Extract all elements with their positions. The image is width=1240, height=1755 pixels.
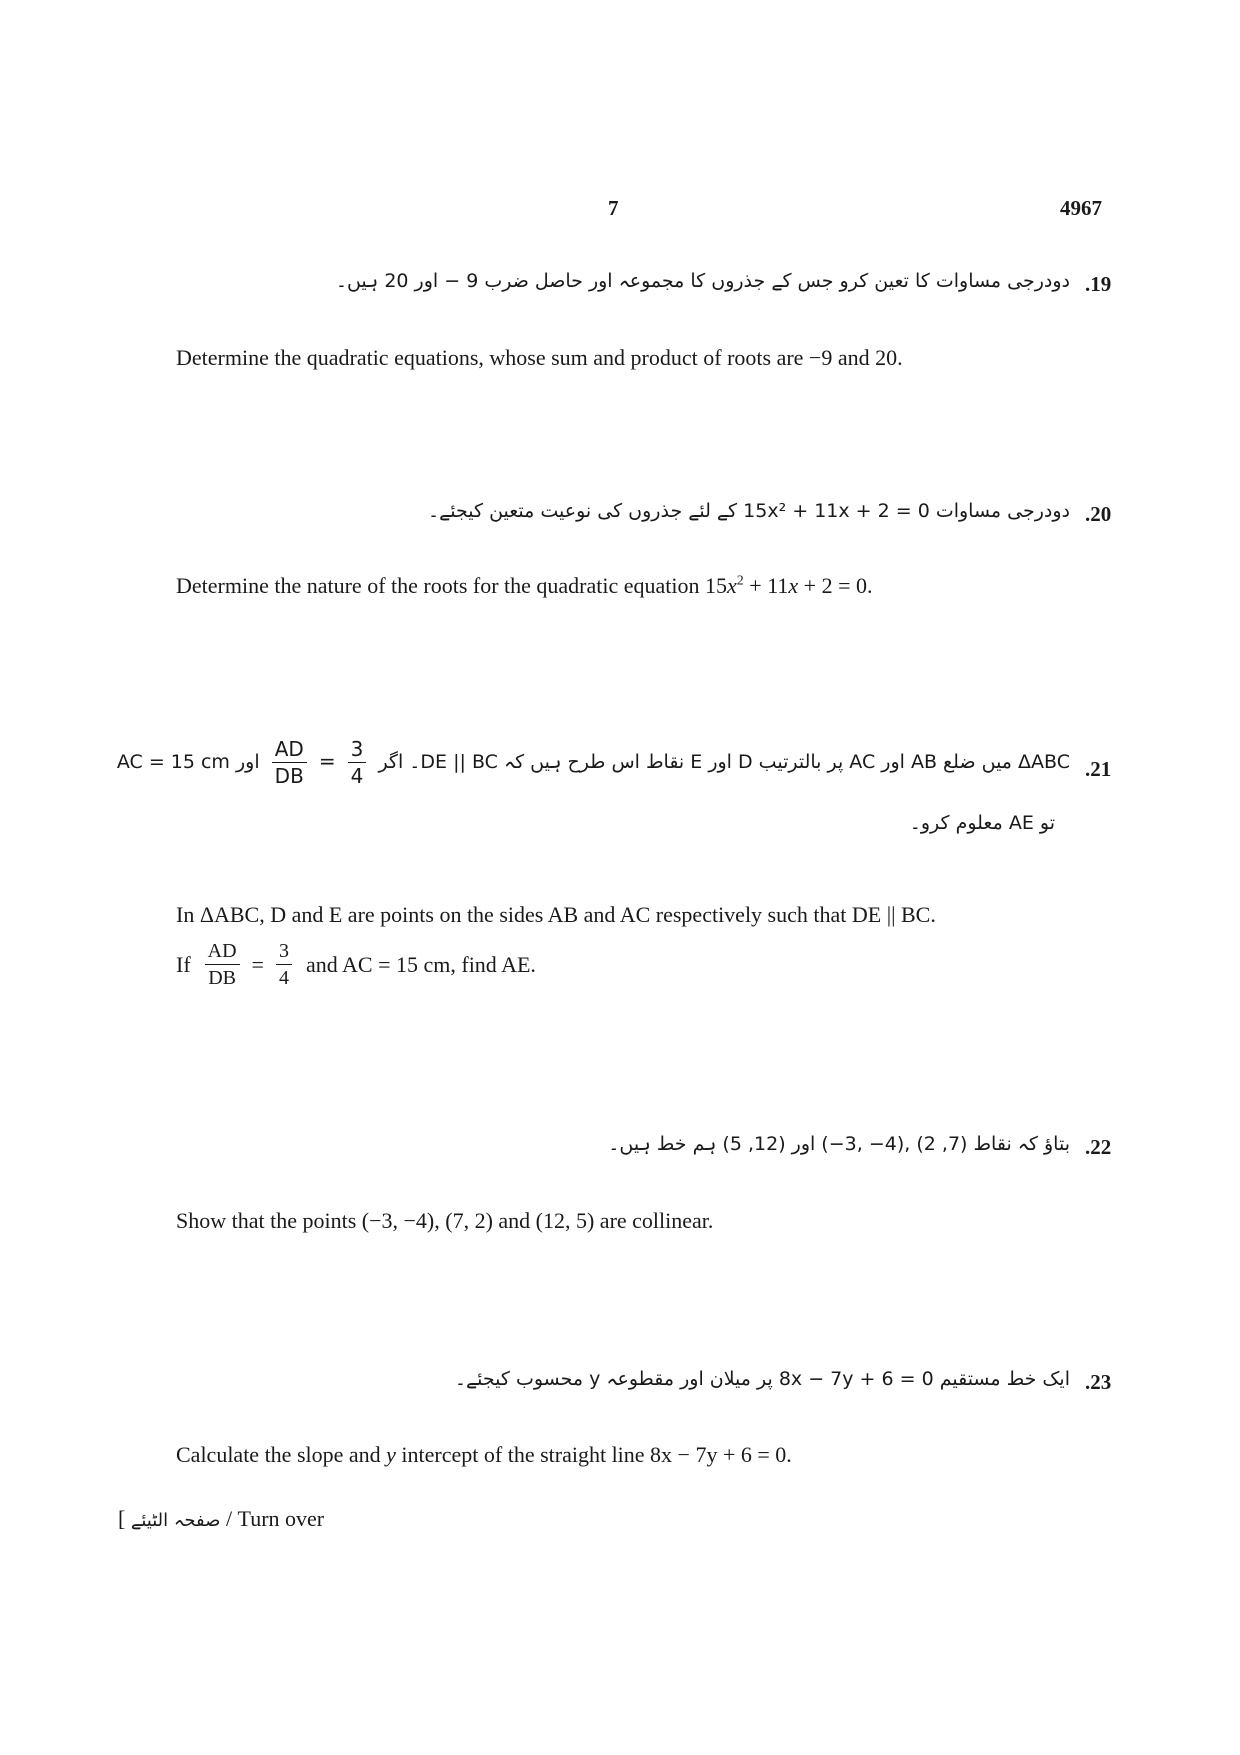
question-23-english — [176, 1442, 792, 1468]
q20-var-x: x — [727, 573, 737, 598]
question-21-english-line2 — [176, 940, 536, 989]
q23-text-post: intercept of the straight line 8x − 7y + 6 = 0. — [401, 1442, 792, 1467]
footer-english: / Turn over — [225, 1506, 325, 1531]
q21-equals: = — [251, 951, 264, 977]
question-21-urdu-line1 — [117, 738, 1070, 787]
q21-fraction-value: $\frac{3}{4}$ — [276, 940, 292, 989]
q21-urdu-equals: = — [318, 749, 336, 773]
paper-code: 4967 — [1060, 196, 1102, 220]
q21-urdu-tail: اور AC = 15 cm — [116, 751, 260, 773]
question-number-23: .23 — [1085, 1370, 1112, 1394]
q21-urdu-fraction-ratio: $\frac{AD}{DB}$ — [272, 738, 307, 787]
q21-tail: and AC = 15 cm, find AE. — [305, 951, 536, 977]
question-number-20: .20 — [1085, 502, 1112, 526]
question-20-urdu: دودرجی مساوات 15x² + 11x + 2 = 0 کے لئے جذروں کی نوعیت متعین کیجئے۔ — [427, 500, 1070, 522]
q20-text-mid: + 11 — [749, 573, 789, 598]
q20-exponent: 2 — [736, 573, 744, 589]
q20-text-post: + 2 = 0. — [803, 573, 873, 598]
question-number-22: .22 — [1085, 1135, 1112, 1159]
question-19-english: Determine the quadratic equations, whose sum and product of roots are −9 and 20. — [176, 345, 903, 370]
q21-urdu-text: ΔABC میں ضلع AB اور AC پر بالترتیب D اور E نقاط اس طرح ہیں کہ DE || BC۔ اگر — [378, 751, 1070, 773]
q21-if: If — [176, 951, 191, 977]
footer-bracket: [ — [118, 1506, 126, 1531]
q20-var-x2: x — [788, 573, 799, 598]
q21-urdu-fraction-value: $\frac{3}{4}$ — [348, 738, 367, 787]
question-22-english: Show that the points (−3, −4), (7, 2) and (12, 5) are collinear. — [176, 1208, 714, 1233]
q23-text-pre: Calculate the slope and — [176, 1442, 381, 1467]
q20-text-pre: Determine the nature of the roots for the quadratic equation 15 — [176, 573, 728, 598]
question-23-urdu: ایک خط مستقیم 8x − 7y + 6 = 0 پر میلان اور مقطوعہ y محسوب کیجئے۔ — [454, 1368, 1070, 1390]
question-number-19: .19 — [1085, 272, 1112, 296]
question-22-urdu: بتاؤ کہ نقاط (7, 2) ,(4− ,3−) اور (12, 5) ہم خط ہیں۔ — [608, 1133, 1070, 1155]
question-number-21: .21 — [1085, 757, 1112, 781]
question-21-urdu-line2: تو AE معلوم کرو۔ — [909, 812, 1055, 834]
q21-fraction-ratio: $\frac{AD}{DB}$ — [205, 940, 240, 989]
page-number: 7 — [608, 196, 619, 220]
question-20-english — [176, 573, 872, 599]
q23-var-y: y — [386, 1442, 396, 1467]
footer-urdu: صفحہ الٹیئے — [130, 1510, 221, 1531]
question-21-english-line1: In ΔABC, D and E are points on the sides AB and AC respectively such that DE || BC. — [176, 902, 936, 927]
turn-over-footer — [118, 1506, 324, 1532]
question-19-urdu: دودرجی مساوات کا تعین کرو جس کے جذروں کا مجموعہ اور حاصل ضرب 9 − اور 20 ہیں۔ — [335, 270, 1070, 292]
